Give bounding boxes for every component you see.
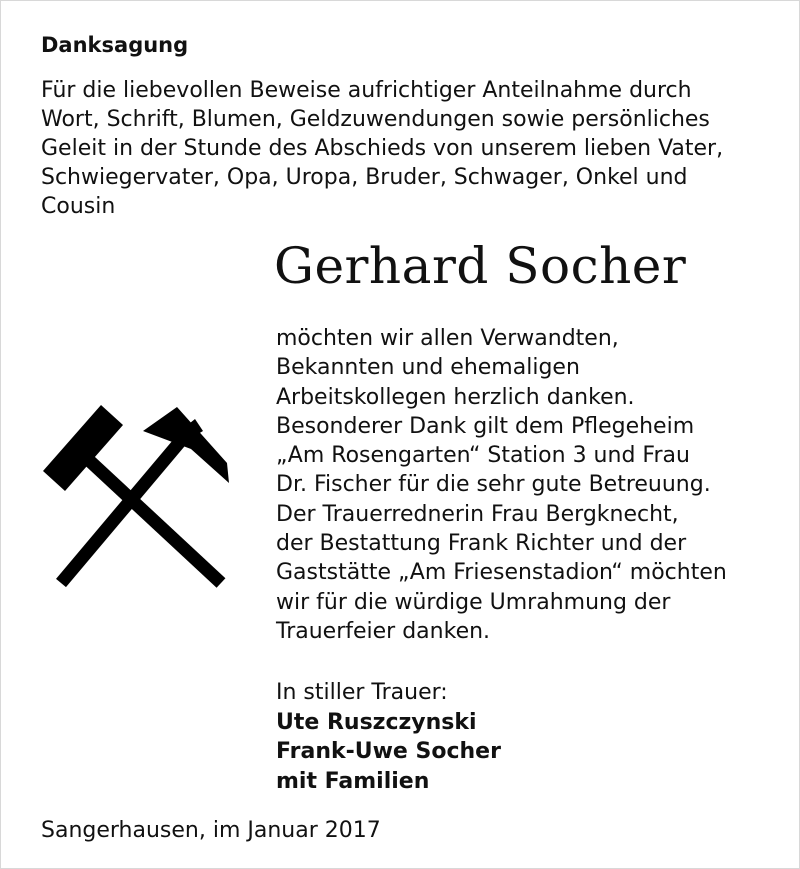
thanks-line: wir für die würdige Umrahmung der: [276, 589, 671, 615]
thanks-paragraph: [276, 324, 727, 646]
mourner-name: mit Familien: [276, 768, 430, 794]
thanks-line: der Bestattung Frank Richter und der: [276, 531, 687, 557]
thanks-line: Bekannten und ehemaligen: [276, 355, 580, 381]
thanks-line: Der Trauerrednerin Frau Bergknecht,: [276, 501, 679, 527]
deceased-name: Gerhard Socher: [274, 237, 687, 295]
thanks-line: Trauerfeier danken.: [276, 618, 491, 644]
intro-line: Wort, Schrift, Blumen, Geldzuwendungen sowie persönliches: [41, 107, 710, 132]
intro-paragraph: [41, 76, 781, 221]
thanks-line: „Am Rosengarten“ Station 3 und Frau: [276, 443, 690, 469]
intro-line: Für die liebevollen Beweise aufrichtiger Anteilnahme durch: [41, 78, 692, 103]
intro-line: Geleit in der Stunde des Abschieds von unserem lieben Vater,: [41, 136, 724, 161]
thanks-line: möchten wir allen Verwandten,: [276, 326, 619, 351]
signoff-block: [276, 678, 501, 796]
intro-line: Schwiegervater, Opa, Uropa, Bruder, Schwager, Onkel und: [41, 165, 688, 190]
mourner-name: Ute Ruszczynski: [276, 709, 477, 735]
thanks-line: Arbeitskollegen herzlich danken.: [276, 384, 635, 410]
signoff-intro: In stiller Trauer:: [276, 680, 448, 705]
notice-heading: Danksagung: [41, 33, 189, 57]
intro-line: Cousin: [41, 194, 116, 219]
mourner-name: Frank-Uwe Socher: [276, 739, 501, 764]
hammer-and-pick-icon: [39, 401, 239, 591]
thanks-line: Dr. Fischer für die sehr gute Betreuung.: [276, 472, 711, 498]
thanks-line: Gaststätte „Am Friesenstadion“ möchten: [276, 560, 727, 586]
place-and-date: Sangerhausen, im Januar 2017: [41, 818, 381, 843]
thanks-line: Besonderer Dank gilt dem Pflegeheim: [276, 413, 695, 439]
